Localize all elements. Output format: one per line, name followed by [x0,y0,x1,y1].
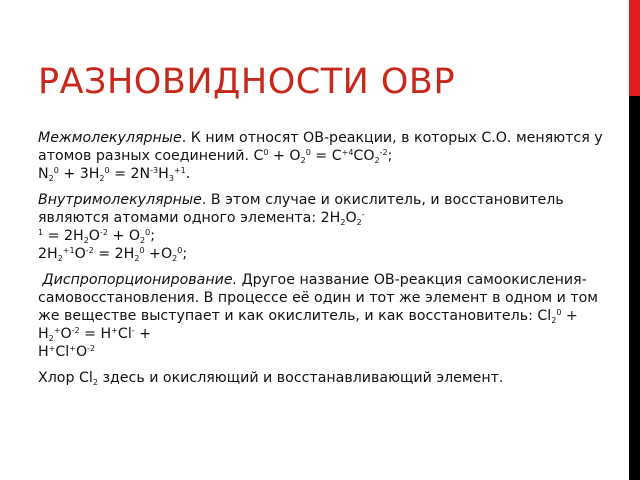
subscript: 3 [168,174,174,183]
superscript: - [361,210,365,219]
superscript: 0 [263,148,269,157]
paragraph-chlorine-note [38,369,608,387]
text: Cl [117,326,132,342]
text: = 2H [93,246,135,262]
subscript: 2 [551,316,557,325]
subscript: 2 [374,156,380,165]
text: Другое название ОВ-реакция самоокисления-самовосстановления. В процессе её один и тот же элемент в одном и том же веществе выступает и как окислитель, и как восстановитель: Cl [38,272,598,324]
subscript: 2 [83,236,89,245]
superscript: -2 [87,344,96,353]
subscript: 2 [48,334,54,343]
text: = H [79,326,112,342]
term-intramolecular: Внутримолекулярные [38,192,202,208]
text: O [60,326,72,342]
text: Хлор Cl [38,370,93,386]
side-rule [629,96,640,480]
subscript: 2 [340,218,346,227]
superscript: +1 [173,166,186,175]
superscript: +1 [62,246,75,255]
paragraph-intramolecular [38,191,608,263]
superscript: -2 [379,148,388,157]
text: ; [182,246,188,262]
superscript: +4 [341,148,354,157]
superscript: + [53,326,61,335]
text: Cl [55,344,70,360]
superscript: 1 [38,228,44,237]
text: = 2N [109,166,151,182]
text: = С [310,148,342,164]
term-intermolecular: Межмолекулярные [38,130,182,146]
text: O [74,246,86,262]
text: . В этом случае и окислитель, и восстановитель являются атомами одного элемента: 2H [38,192,564,226]
text: . [185,166,191,182]
text: + H [38,308,578,342]
text: O [345,210,357,226]
text: H [158,166,169,182]
text: СО [353,148,375,164]
subscript: 2 [356,218,362,227]
text: O [75,344,88,360]
text: ; [150,228,155,244]
text: + O [107,228,141,244]
subscript: 2 [172,254,178,263]
slide-title: РАЗНОВИДНОСТИ ОВР [38,62,456,102]
subscript: 2 [99,174,105,183]
paragraph-disproportionation [38,271,608,361]
text: ; [387,148,393,164]
text: H [38,344,49,360]
subscript: 2 [134,254,140,263]
text: + [134,326,152,342]
superscript: 0 [145,228,151,237]
accent-bar [629,0,640,96]
superscript: - [131,326,135,335]
term-disproportionation: Диспропорционирование. [42,272,238,288]
superscript: + [48,344,56,353]
text: N [38,166,49,182]
superscript: 0 [53,166,59,175]
subscript: 2 [140,236,146,245]
superscript: 0 [139,246,145,255]
superscript: 0 [556,308,562,317]
superscript: + [111,326,118,335]
text: 2H [38,246,58,262]
superscript: 0 [305,148,311,157]
text: здесь и окисляющий и восстанавливающий элемент. [97,370,504,386]
superscript: -2 [85,246,94,255]
text: + 3H [58,166,100,182]
superscript: 0 [104,166,110,175]
paragraph-intermolecular [38,129,608,183]
text: +O [144,246,173,262]
subscript: 2 [300,156,306,165]
superscript: + [69,344,76,353]
slide-body [38,129,608,395]
superscript: -3 [150,166,159,175]
superscript: -2 [71,326,80,335]
text: O [88,228,100,244]
text: . К ним относят ОВ-реакции, в которых С.О. меняются у атомов разных соединений. С [38,130,603,164]
superscript: 0 [177,246,183,255]
text: = 2H [43,228,84,244]
text: + О [268,148,301,164]
subscript: 2 [57,254,63,263]
subscript: 2 [48,174,54,183]
superscript: -2 [99,228,108,237]
subscript: 2 [92,378,98,387]
